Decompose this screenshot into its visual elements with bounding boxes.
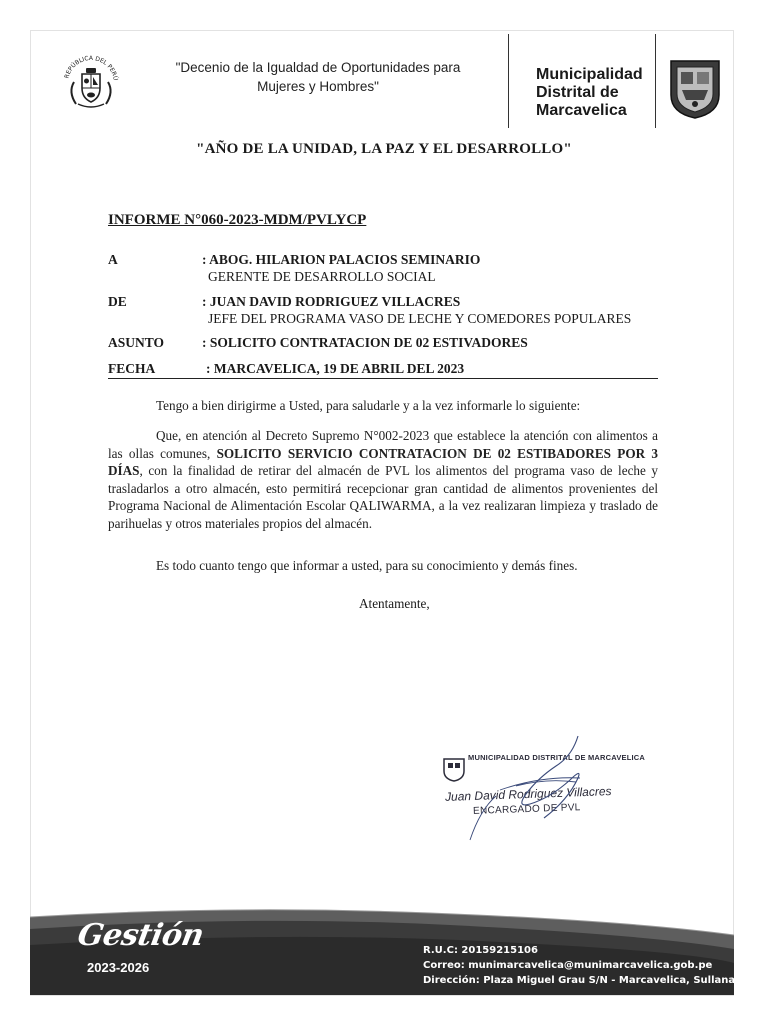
main-paragraph-intro: Que, en atención al Decreto Supremo N°002-2023 que establece la atención con alimentos a las ollas comunes,	[108, 428, 658, 461]
to-value	[202, 251, 480, 285]
header-divider-right	[655, 34, 656, 128]
farewell: Atentamente,	[359, 596, 430, 611]
decade-motto-line1: "Decenio de la Igualdad de Oportunidades para	[175, 60, 461, 75]
handwritten-signature	[430, 730, 630, 850]
gestion-brand: Gestión	[74, 918, 207, 953]
municipality-name-line2: Distrital de	[536, 84, 619, 101]
from-name: : JUAN DAVID RODRIGUEZ VILLACRES	[202, 294, 461, 309]
from-value	[202, 293, 631, 327]
shield-caption: REPÚBLICA DEL PERÚ	[63, 54, 119, 82]
date-text: : MARCAVELICA, 19 DE ABRIL DEL 2023	[206, 361, 465, 376]
year-motto: "AÑO DE LA UNIDAD, LA PAZ Y EL DESARROLLO"	[196, 141, 572, 157]
footer-email: Correo: munimarcavelica@munimarcavelica.gob.pe	[423, 960, 713, 971]
decade-motto	[158, 58, 478, 96]
subject-text: : SOLICITO CONTRATACION DE 02 ESTIVADORES	[202, 335, 528, 350]
main-paragraph-details: , con la finalidad de retirar del almacén de PVL los alimentos del programa vaso de leche y trasladarlos a otro almacén, esto permitirá recepcionar gran cantidad de alimentos provenientes del Programa Nacional de Alimentación Escolar QALIWARMA, a la vez realizaran limpieza y traslado de parihuelas y otros materiales propios del almacén.	[108, 463, 658, 531]
subject-value	[202, 334, 528, 351]
stamp-municipality: MUNICIPALIDAD DISTRITAL DE MARCAVELICA	[468, 753, 646, 762]
footer-address: Dirección: Plaza Miguel Grau S/N - Marcavelica, Sullana.	[423, 975, 739, 986]
municipality-name	[536, 66, 643, 120]
report-title: INFORME N°060-2023-MDM/PVLYCP	[108, 212, 367, 228]
footer-ruc: R.U.C: 20159215106	[423, 945, 538, 956]
gestion-years: 2023-2026	[87, 960, 150, 975]
main-paragraph	[108, 427, 658, 532]
to-role: GERENTE DE DESARROLLO SOCIAL	[208, 269, 436, 284]
from-role: JEFE DEL PROGRAMA VASO DE LECHE Y COMEDORES POPULARES	[208, 311, 632, 326]
municipality-name-line1: Municipalidad	[536, 66, 643, 83]
municipality-name-line3: Marcavelica	[536, 102, 627, 119]
to-name: : ABOG. HILARION PALACIOS SEMINARIO	[202, 252, 481, 267]
subject-label: ASUNTO	[108, 335, 165, 350]
to-label: A	[108, 252, 118, 267]
closing-paragraph: Es todo cuanto tengo que informar a usted, para su conocimiento y demás fines.	[156, 558, 578, 573]
peru-national-shield-logo	[60, 52, 122, 114]
stamp-signer-role: ENCARGADO DE PVL	[472, 802, 581, 817]
date-label: FECHA	[108, 361, 156, 376]
stamp-signer-name: Juan David Rodriguez Villacres	[444, 784, 612, 804]
date-value	[206, 360, 464, 377]
greeting-paragraph: Tengo a bien dirigirme a Usted, para saludarle y a la vez informarle lo siguiente:	[156, 398, 581, 413]
from-label: DE	[108, 294, 127, 309]
header-rule	[108, 378, 658, 379]
footer-contact	[423, 943, 739, 988]
municipality-crest-icon	[668, 58, 722, 120]
main-paragraph-request: SOLICITO SERVICIO CONTRATACION DE 02 ESTIBADORES POR 3 DÍAS	[108, 445, 658, 478]
header-divider-left	[508, 34, 509, 128]
decade-motto-line2: Mujeres y Hombres"	[257, 79, 379, 94]
